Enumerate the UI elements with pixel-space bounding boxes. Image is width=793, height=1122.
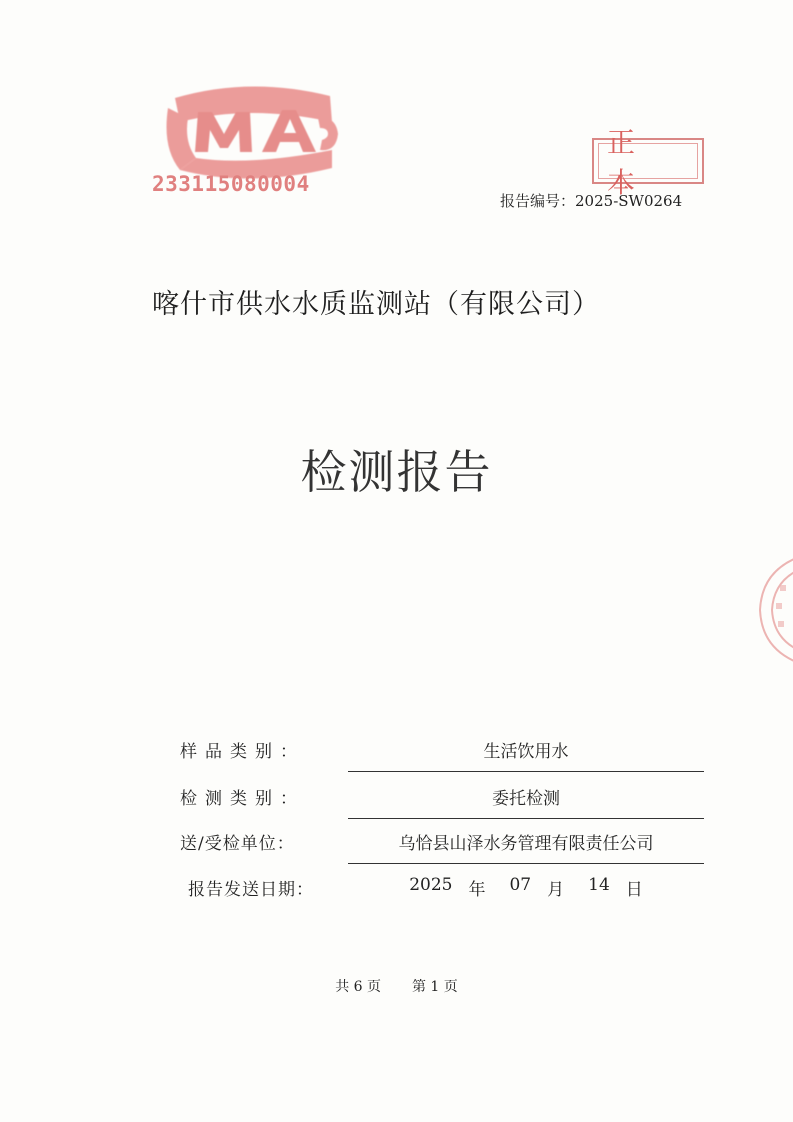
client-value: 乌恰县山泽水务管理有限责任公司: [398, 834, 654, 854]
page-total: 共 6 页: [335, 979, 382, 995]
cma-seal-code: 233115080004: [152, 172, 310, 196]
issue-date-value: [348, 875, 704, 900]
issue-date-month: 07: [509, 875, 532, 895]
field-row-client: [180, 829, 704, 859]
report-number-value: 2025-SW0264: [575, 192, 683, 210]
field-row-test-type: [180, 784, 704, 814]
original-stamp: [592, 126, 704, 199]
issue-date-day: 14: [588, 875, 610, 895]
field-row-sample-type: [180, 737, 704, 767]
organization-name: 喀什市供水水质监测站（有限公司）: [152, 289, 600, 320]
report-title: 检测报告: [300, 445, 493, 499]
test-type-label: 检测类别：: [180, 789, 305, 809]
side-seal-fragment: [752, 545, 793, 675]
page-count: [0, 976, 793, 996]
issue-date-day-unit: 日: [625, 880, 643, 900]
page-current: 第 1 页: [411, 979, 458, 995]
field-underline: [348, 771, 704, 772]
issue-date-year: 2025: [409, 875, 453, 895]
issue-date-year-unit: 年: [468, 880, 486, 900]
issue-date-month-unit: 月: [547, 880, 565, 900]
test-type-value: 委托检测: [492, 789, 560, 809]
report-number: [500, 190, 710, 211]
original-stamp-text: 正 本: [598, 143, 698, 179]
field-underline: [348, 818, 704, 819]
field-row-issue-date: [180, 875, 704, 905]
client-label: 送/受检单位：: [180, 834, 295, 854]
sample-type-label: 样品类别：: [180, 742, 305, 762]
issue-date-label: 报告发送日期：: [188, 880, 314, 900]
report-number-label: 报告编号：: [500, 192, 576, 210]
field-underline: [348, 863, 704, 864]
sample-type-value: 生活饮用水: [483, 742, 569, 762]
